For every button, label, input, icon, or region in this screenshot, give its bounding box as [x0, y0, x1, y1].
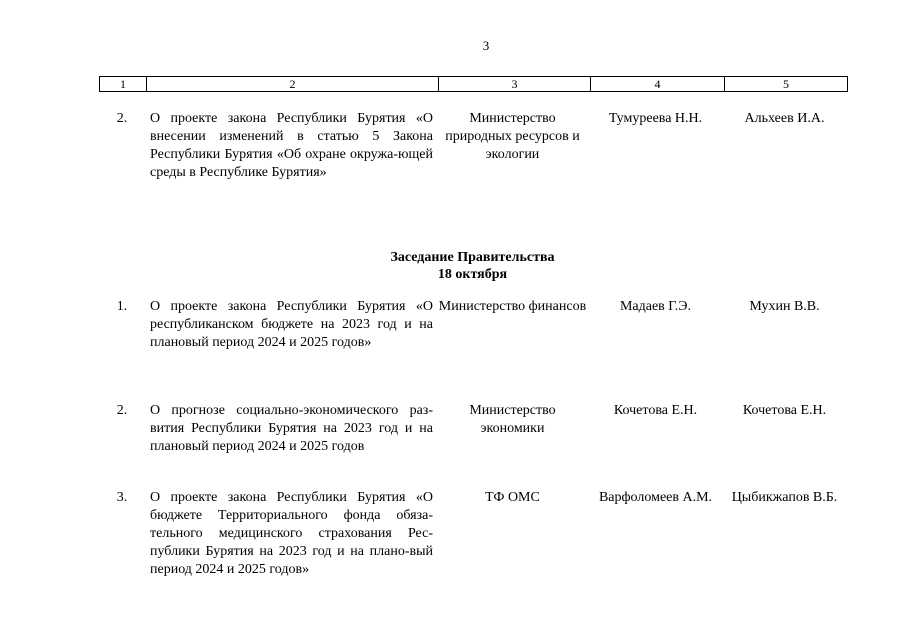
item-reporter: Кочетова Е.Н.: [742, 403, 827, 418]
item-organization: ТФ ОМС: [485, 490, 540, 505]
item-responsible: Кочетова Е.Н.: [613, 403, 698, 418]
item-number: 1.: [116, 299, 128, 314]
item-organization: Министерство финансов: [438, 299, 587, 314]
column-header-table: [99, 76, 848, 92]
item-responsible: Тумуреева Н.Н.: [608, 111, 703, 126]
section-heading: [99, 249, 846, 283]
column-header-1: 1: [100, 77, 147, 92]
item-number: 2.: [116, 111, 128, 126]
item-reporter: Цыбикжапов В.Б.: [731, 490, 838, 505]
item-title: О проекте закона Республики Бурятия «О внесении изменений в статью 5 Закона Республики Бурятия «Об охране окружа-ющей среды в Республике Бурятия»: [150, 111, 433, 180]
item-responsible: Варфоломеев А.М.: [598, 490, 713, 505]
item-reporter: Мухин В.В.: [749, 299, 820, 314]
item-reporter: Альхеев И.А.: [744, 111, 825, 126]
column-header-2: 2: [147, 77, 439, 92]
section-date: 18 октября: [437, 267, 508, 282]
item-organization: Министерство природных ресурсов и экологии: [445, 111, 580, 162]
section-title: Заседание Правительства: [390, 250, 555, 265]
column-header-5: 5: [725, 77, 848, 92]
item-number: 2.: [116, 403, 128, 418]
item-title: О проекте закона Республики Бурятия «О республиканском бюджете на 2023 год и на плановый период 2024 и 2025 годов»: [150, 299, 433, 350]
item-number: 3.: [116, 490, 128, 505]
page-number: 3: [482, 38, 490, 53]
column-header-row: [100, 77, 848, 92]
column-header-3: 3: [439, 77, 591, 92]
item-responsible: Мадаев Г.Э.: [619, 299, 692, 314]
column-header-4: 4: [591, 77, 725, 92]
item-title: О прогнозе социально-экономического раз-вития Республики Бурятия на 2023 год и на плановый период 2024 и 2025 годов: [150, 403, 433, 454]
item-organization: Министерство экономики: [469, 403, 556, 436]
item-title: О проекте закона Республики Бурятия «О бюджете Территориального фонда обяза-тельного медицинского страхования Рес-публики Бурятия на 2023 год и на плано-вый период 2024 и 2025 годов»: [150, 490, 433, 577]
